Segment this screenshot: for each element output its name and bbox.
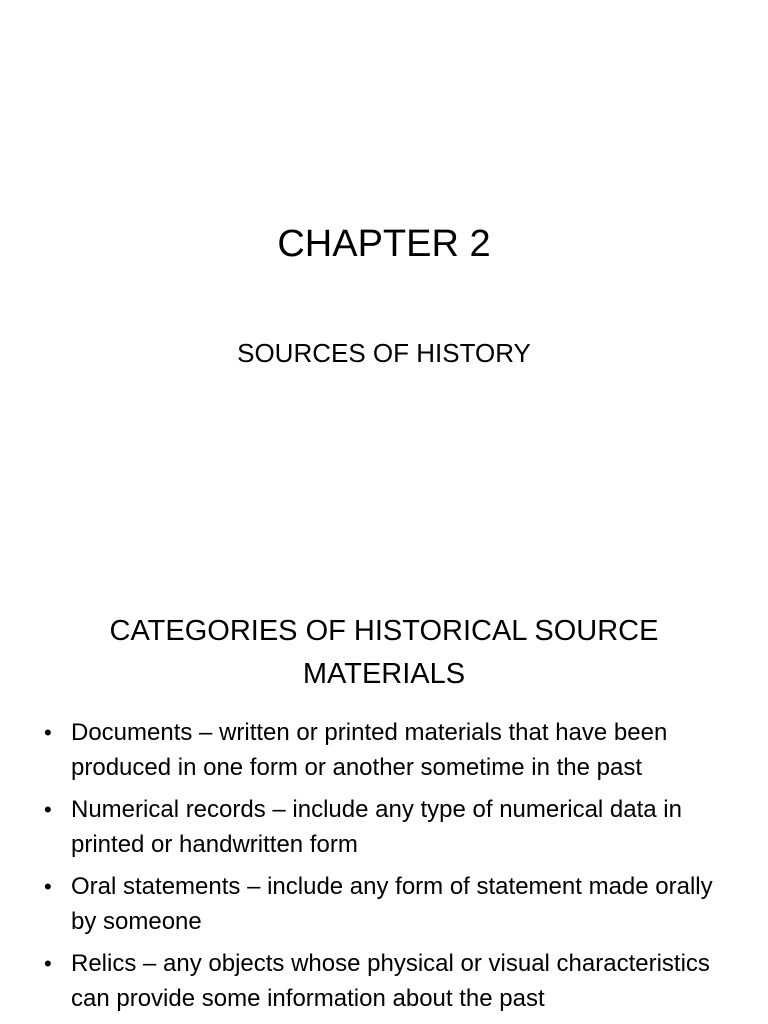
- bullet-text: Oral statements – include any form of statement made orally by someone: [71, 873, 713, 935]
- list-item: [44, 715, 734, 785]
- bullet-text: Documents – written or printed materials that have been produced in one form or another sometime in the past: [71, 719, 668, 781]
- bullet-icon: •: [44, 874, 52, 899]
- list-item: [44, 869, 734, 939]
- bullet-icon: •: [44, 951, 52, 976]
- content-slide: [0, 576, 768, 1024]
- chapter-title: CHAPTER 2: [277, 223, 491, 265]
- bullet-icon: •: [44, 797, 52, 822]
- chapter-subtitle: SOURCES OF HISTORY: [237, 338, 531, 368]
- bullet-text: Relics – any objects whose physical or visual characteristics can provide some information about the past: [71, 950, 710, 1012]
- list-item: [44, 792, 734, 862]
- slide-heading: CATEGORIES OF HISTORICAL SOURCE MATERIALS: [109, 615, 659, 690]
- bullet-icon: •: [44, 720, 52, 745]
- list-item: [44, 946, 734, 1016]
- bullet-list: [44, 715, 734, 1023]
- bullet-text: Numerical records – include any type of numerical data in printed or handwritten form: [71, 796, 682, 858]
